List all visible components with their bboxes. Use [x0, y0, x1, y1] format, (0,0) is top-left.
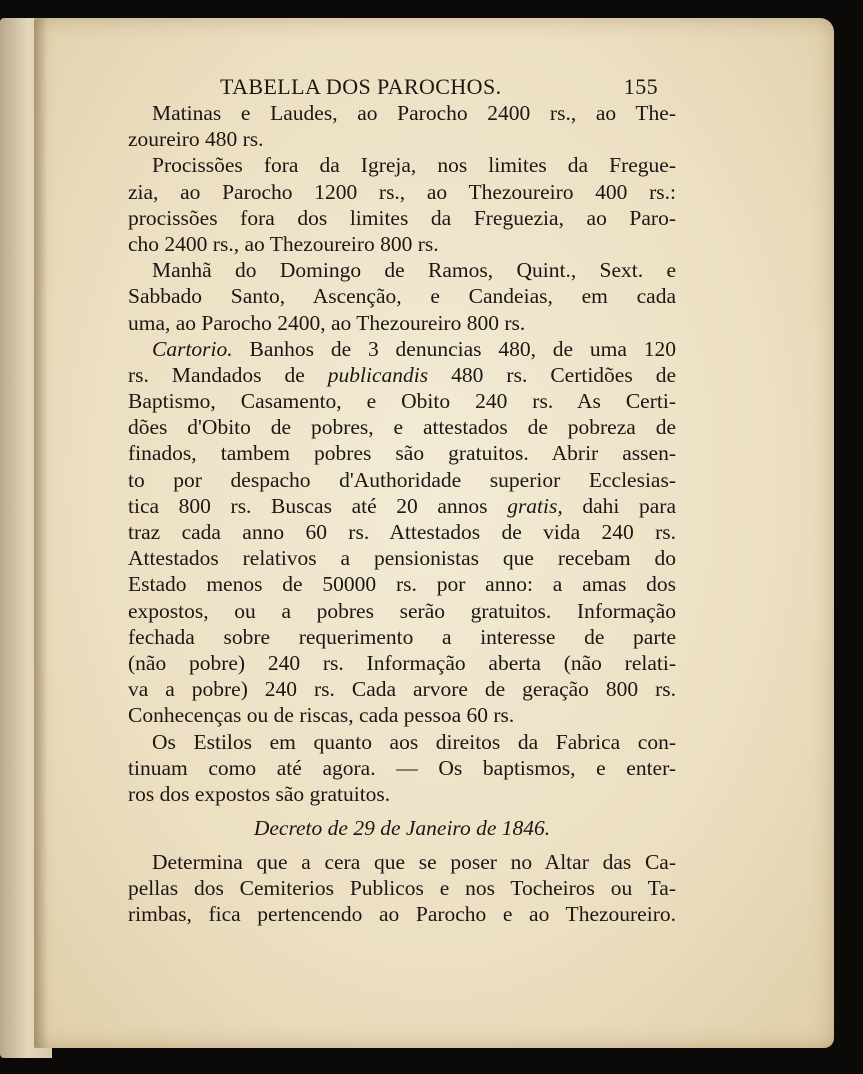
decree-heading: Decreto de 29 de Janeiro de 1846. — [253, 816, 551, 841]
text-line: fechada sobre requerimento a interesse de parte — [128, 624, 676, 649]
text-run: 480 rs. Certidões de — [451, 362, 677, 387]
text-line: Os Estilos em quanto aos direitos da Fabrica con- — [152, 729, 676, 754]
text-line: to por despacho d'Authoridade superior Ecclesias- — [128, 467, 676, 492]
decree-line: pellas dos Cemiterios Publicos e nos Tocheiros ou Ta- — [128, 876, 676, 901]
text-line: Baptismo, Casamento, e Obito 240 rs. As Certi- — [128, 389, 676, 414]
text-line: expostos, ou a pobres serão gratuitos. Informação — [128, 598, 676, 623]
text-line: ros dos expostos são gratuitos. — [128, 781, 391, 806]
page-text — [128, 74, 676, 928]
running-title: TABELLA DOS PAROCHOS. — [220, 74, 502, 99]
text-line — [128, 493, 676, 519]
running-header — [128, 74, 676, 100]
decree-line: Determina que a cera que se poser no Altar das Ca- — [152, 850, 676, 875]
text-line: finados, tambem pobres são gratuitos. Abrir assen- — [128, 441, 676, 466]
text-run: tica 800 rs. Buscas até 20 annos — [128, 493, 488, 518]
text-run: Banhos de 3 denuncias 480, de uma 120 — [249, 336, 677, 361]
latin-term: gratis, — [507, 493, 563, 518]
text-line: Sabbado Santo, Ascenção, e Candeias, em cada — [128, 284, 676, 309]
text-line: Attestados relativos a pensionistas que recebam do — [128, 546, 676, 571]
text-line: va a pobre) 240 rs. Cada arvore de geração 800 rs. — [128, 677, 676, 702]
text-line: cho 2400 rs., ao Thezoureiro 800 rs. — [128, 231, 439, 256]
text-line — [128, 362, 676, 388]
text-run: dahi para — [582, 493, 677, 518]
text-line: dões d'Obito de pobres, e attestados de pobreza de — [128, 415, 676, 440]
page-gutter-shadow — [34, 18, 48, 1048]
text-line: (não pobre) 240 rs. Informação aberta (não relati- — [128, 650, 676, 675]
decree-line: rimbas, fica pertencendo ao Parocho e ao Thezoureiro. — [128, 902, 676, 927]
cartorio-label: Cartorio. — [152, 336, 233, 361]
text-line: Matinas e Laudes, ao Parocho 2400 rs., ao The- — [152, 101, 676, 125]
text-line: Estado menos de 50000 rs. por anno: a amas dos — [128, 572, 676, 597]
text-line: zia, ao Parocho 1200 rs., ao Thezoureiro 400 rs.: — [128, 179, 676, 204]
page-number: 155 — [623, 74, 658, 99]
latin-term: publicandis — [327, 362, 429, 387]
text-line: Procissões fora da Igreja, nos limites da Fregue- — [152, 153, 676, 178]
text-line: Conhecenças ou de riscas, cada pessoa 60 rs. — [128, 703, 515, 728]
text-run: rs. Mandados de — [128, 362, 305, 387]
text-line: zoureiro 480 rs. — [128, 127, 264, 152]
text-line: tinuam como até agora. — Os baptismos, e enter- — [128, 755, 676, 780]
text-line: procissões fora dos limites da Freguezia, ao Paro- — [128, 205, 676, 230]
text-line: traz cada anno 60 rs. Attestados de vida 240 rs. — [128, 520, 676, 544]
text-line: Manhã do Domingo de Ramos, Quint., Sext. e — [152, 258, 676, 283]
text-line: uma, ao Parocho 2400, ao Thezoureiro 800 rs. — [128, 310, 526, 335]
text-line — [128, 336, 676, 362]
